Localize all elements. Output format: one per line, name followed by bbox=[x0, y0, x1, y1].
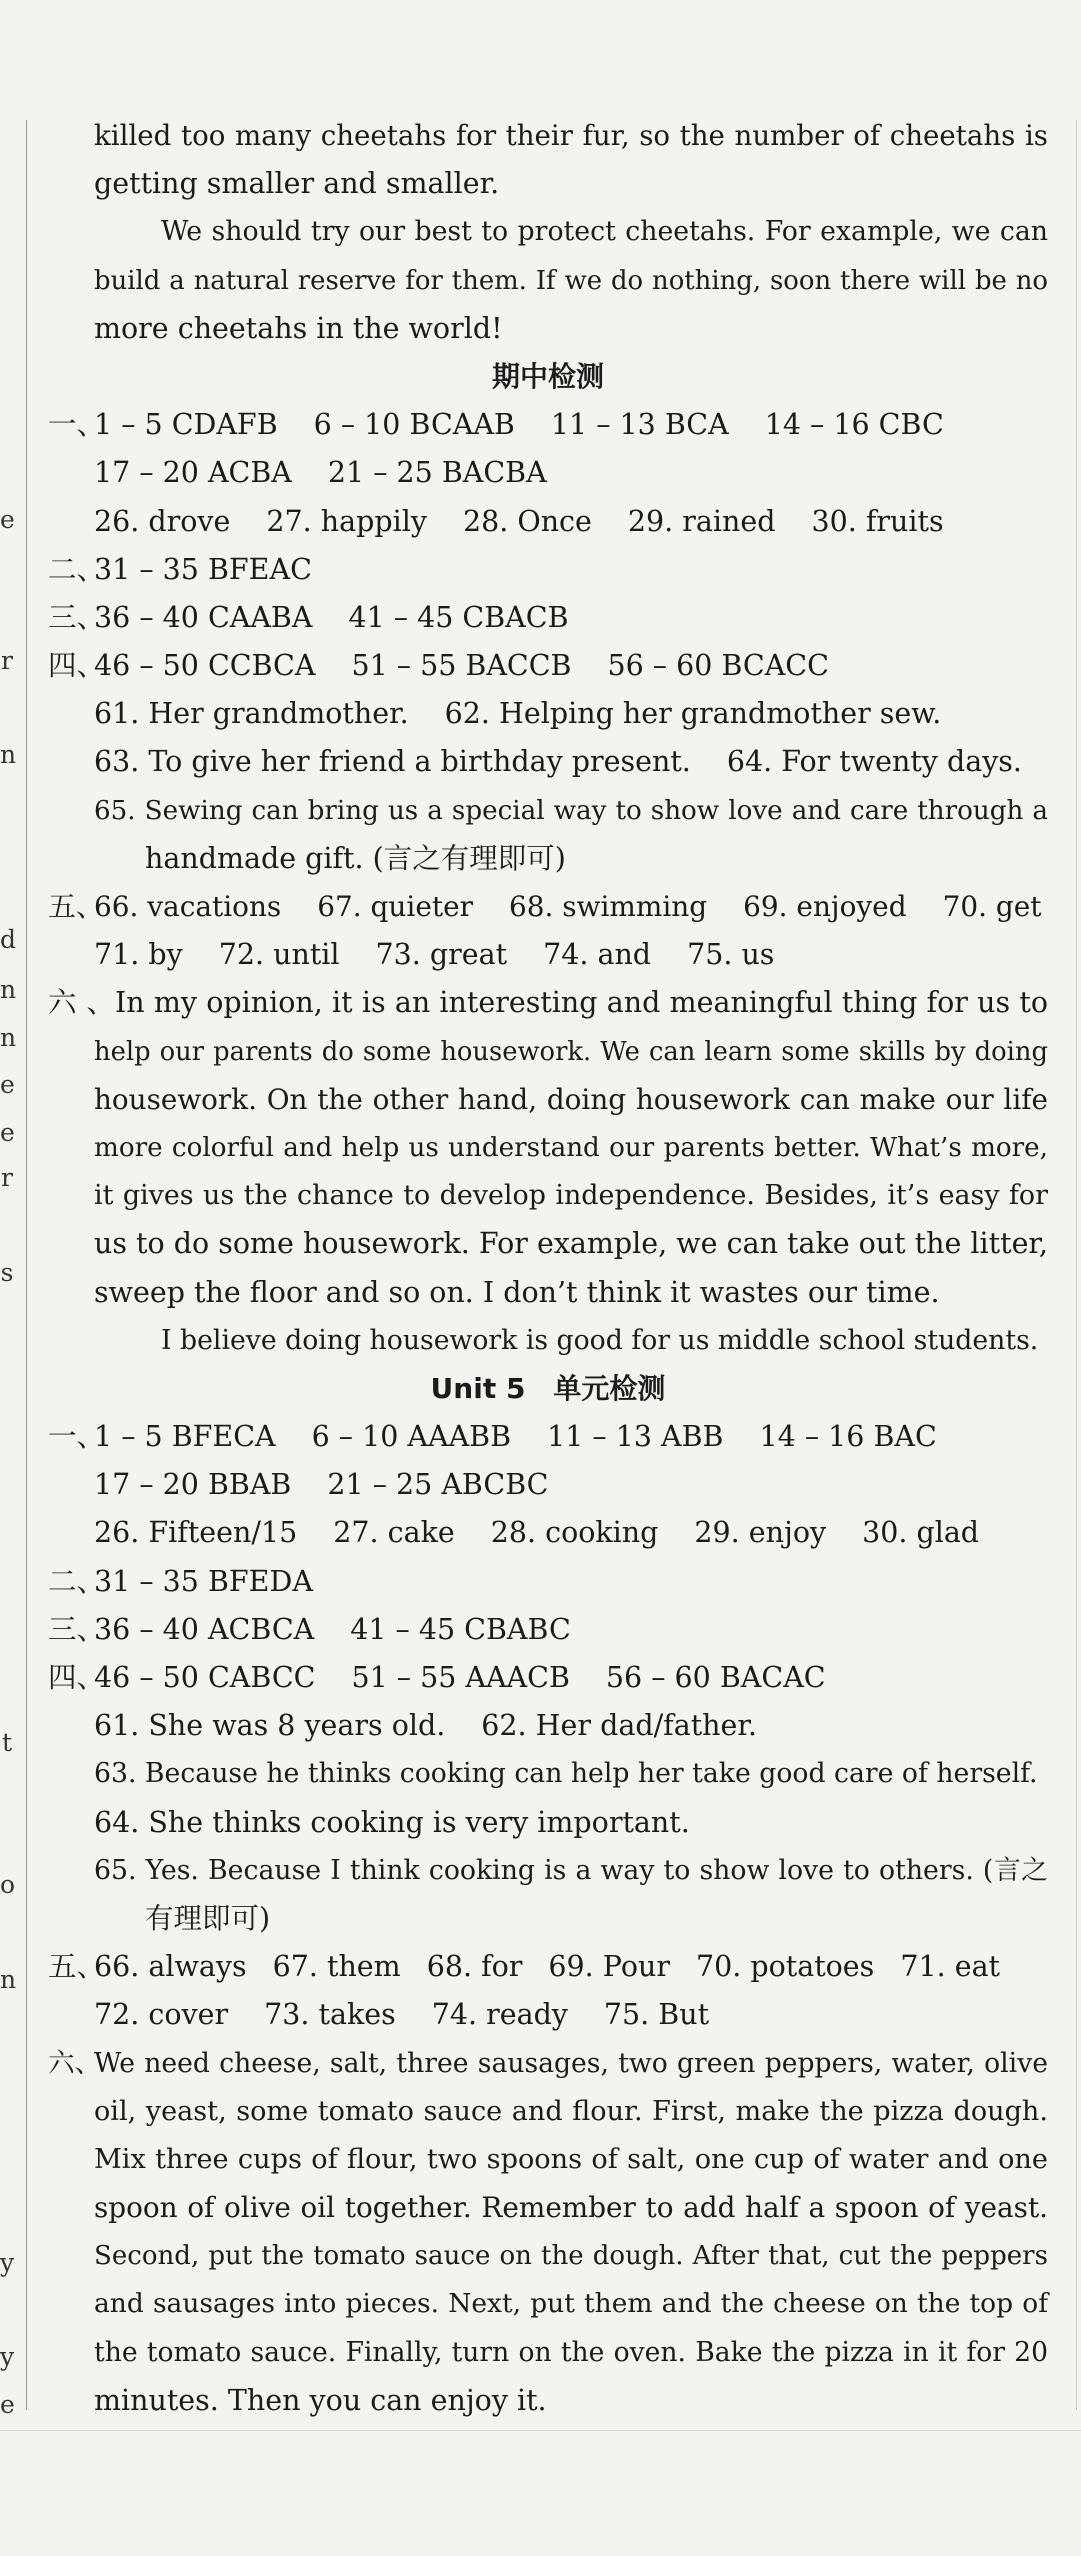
essay-line: Mix three cups of flour, two spoons of salt, one cup of water and one bbox=[94, 2143, 1048, 2175]
section-label: 一、 bbox=[48, 1420, 106, 1454]
section-label: 四、 bbox=[48, 1661, 106, 1694]
answer-item: 68. swimming bbox=[508, 890, 708, 923]
answer-item: 72. until bbox=[218, 938, 340, 972]
margin-letter: e bbox=[0, 1118, 15, 1147]
essay-line: sweep the floor and so on. I don’t think it wastes our time. bbox=[94, 1275, 940, 1309]
answer-group: 46 – 50 CCBCA bbox=[94, 649, 316, 683]
section-heading-unit5: Unit 5 单元检测 bbox=[430, 1371, 666, 1405]
essay-line: We should try our best to protect cheetahs. For example, we can bbox=[161, 216, 1048, 248]
essay-line: help our parents do some housework. We can learn some skills by doing bbox=[94, 1036, 1048, 1067]
margin-letter: s bbox=[0, 1258, 14, 1287]
answer-group: 46 – 50 CABCC bbox=[94, 1661, 316, 1694]
answer-item: 73. great bbox=[375, 938, 508, 972]
page-edge bbox=[1076, 120, 1077, 2410]
essay-line: us to do some housework. For example, we can take out the litter, bbox=[94, 1227, 1048, 1261]
section-label: 一、 bbox=[48, 408, 106, 442]
section-label: 四、 bbox=[48, 649, 106, 683]
essay-text: We need cheese, salt, three sausages, two green peppers, water, olive bbox=[94, 2047, 1048, 2079]
answer-item: 74. ready bbox=[431, 1998, 568, 2032]
essay-line bbox=[48, 2040, 1048, 2088]
answer-row bbox=[48, 1606, 1048, 1654]
margin-letter: y bbox=[0, 2248, 15, 2277]
margin-letter: d bbox=[0, 925, 17, 954]
answer-item: 62. Helping her grandmother sew. bbox=[444, 697, 942, 731]
answer-row bbox=[48, 1702, 1048, 1750]
answer-item: handmade gift. (言之有理即可) bbox=[145, 841, 566, 875]
answer-row bbox=[48, 1943, 1048, 1991]
essay-line: the tomato sauce. Finally, turn on the oven. Bake the pizza in it for 20 bbox=[94, 2336, 1048, 2368]
answer-item: 73. takes bbox=[264, 1998, 396, 2032]
essay-line: more colorful and help us understand our parents better. What’s more, bbox=[94, 1132, 1048, 1163]
answer-group: 51 – 55 AAACB bbox=[351, 1661, 570, 1694]
answer-item: 64. For twenty days. bbox=[726, 745, 1022, 779]
answer-row bbox=[48, 546, 1048, 594]
answer-item: 64. She thinks cooking is very important. bbox=[94, 1805, 690, 1839]
answer-group: 31 – 35 BFEAC bbox=[94, 552, 312, 586]
answer-group: 17 – 20 BBAB bbox=[94, 1468, 292, 1502]
answer-group: 21 – 25 BACBA bbox=[327, 456, 547, 490]
answer-item: 30. fruits bbox=[811, 504, 944, 538]
answer-item: 69. Pour bbox=[548, 1950, 670, 1984]
answer-item: 28. cooking bbox=[490, 1516, 659, 1550]
answer-row bbox=[48, 738, 1048, 786]
essay-line: it gives us the chance to develop independence. Besides, it’s easy for bbox=[94, 1180, 1048, 1212]
answer-group: 14 – 16 CBC bbox=[764, 408, 944, 442]
answer-group: 14 – 16 BAC bbox=[759, 1420, 937, 1454]
section-label: 五、 bbox=[48, 1950, 106, 1984]
essay-line: I believe doing housework is good for us middle school students. bbox=[161, 1324, 1039, 1356]
binding-line bbox=[26, 120, 27, 2410]
answer-row bbox=[48, 449, 1048, 497]
answer-group: 1 – 5 BFECA bbox=[94, 1420, 276, 1454]
answer-group: 6 – 10 BCAAB bbox=[313, 408, 515, 442]
answer-row bbox=[48, 1509, 1048, 1557]
essay-line: Second, put the tomato sauce on the dough. After that, cut the peppers bbox=[94, 2241, 1048, 2272]
answer-row bbox=[48, 1558, 1048, 1606]
margin-letter: e bbox=[0, 505, 15, 534]
answer-row bbox=[48, 931, 1048, 979]
answer-row bbox=[48, 1461, 1048, 1509]
answer-item: 66. always bbox=[94, 1950, 247, 1984]
answer-item: 28. Once bbox=[462, 504, 592, 538]
answer-item: 71. eat bbox=[900, 1950, 1001, 1984]
answer-content bbox=[48, 112, 1048, 2425]
answer-row bbox=[48, 642, 1048, 690]
answer-item: 70. get bbox=[942, 890, 1042, 923]
essay-line: spoon of olive oil together. Remember to add half a spoon of yeast. bbox=[94, 2191, 1048, 2225]
section-label: 三、 bbox=[48, 600, 106, 634]
answer-group: 17 – 20 ACBA bbox=[94, 456, 292, 490]
section-label: 六、 bbox=[48, 986, 115, 1020]
answer-item: 65. Yes. Because I think cooking is a way to show love to others. (言之 bbox=[94, 1854, 1048, 1886]
essay-line: build a natural reserve for them. If we do nothing, soon there will be no bbox=[94, 265, 1048, 296]
answer-item: 26. drove bbox=[94, 504, 231, 538]
essay-line: minutes. Then you can enjoy it. bbox=[94, 2383, 547, 2417]
section-label: 五、 bbox=[48, 890, 104, 923]
margin-letter: e bbox=[0, 1070, 15, 1099]
answer-item: 75. us bbox=[687, 938, 775, 972]
answer-group: 41 – 45 CBABC bbox=[350, 1612, 571, 1646]
answer-group: 31 – 35 BFEDA bbox=[94, 1564, 313, 1598]
essay-line bbox=[48, 979, 1048, 1027]
essay-line: getting smaller and smaller. bbox=[94, 167, 500, 201]
answer-item: 29. rained bbox=[627, 504, 776, 538]
answer-row bbox=[48, 1991, 1048, 2039]
answer-group: 36 – 40 CAABA bbox=[94, 600, 313, 634]
section-heading-midterm: 期中检测 bbox=[491, 359, 604, 393]
answer-group: 11 – 13 BCA bbox=[550, 408, 729, 442]
answer-item: 72. cover bbox=[94, 1998, 229, 2032]
essay-text: In my opinion, it is an interesting and meaningful thing for us to bbox=[115, 986, 1048, 1020]
answer-row bbox=[48, 1654, 1048, 1702]
answer-item: 61. Her grandmother. bbox=[94, 697, 409, 731]
answer-group: 36 – 40 ACBCA bbox=[94, 1612, 315, 1646]
margin-letter: t bbox=[1, 1728, 13, 1757]
answer-item: 70. potatoes bbox=[695, 1950, 875, 1984]
answer-row bbox=[48, 594, 1048, 642]
answer-item: 27. cake bbox=[333, 1516, 455, 1550]
answer-item: 62. Her dad/father. bbox=[481, 1709, 757, 1743]
answer-item: 69. enjoyed bbox=[743, 890, 907, 923]
answer-item: 65. Sewing can bring us a special way to show love and care through a bbox=[94, 795, 1048, 826]
answer-item: 68. for bbox=[426, 1950, 523, 1984]
answer-item: 29. enjoy bbox=[694, 1516, 827, 1550]
answer-item: 71. by bbox=[94, 938, 183, 972]
answer-group: 56 – 60 BACAC bbox=[605, 1661, 826, 1694]
essay-line: oil, yeast, some tomato sauce and flour. First, make the pizza dough. bbox=[94, 2095, 1048, 2127]
answer-item: 74. and bbox=[543, 938, 652, 972]
section-label: 二、 bbox=[48, 1564, 106, 1598]
answer-group: 51 – 55 BACCB bbox=[351, 649, 572, 683]
answer-group: 56 – 60 BCACC bbox=[607, 649, 829, 683]
answer-item: 67. them bbox=[272, 1950, 401, 1984]
answer-row bbox=[48, 883, 1048, 931]
answer-item: 26. Fifteen/15 bbox=[94, 1516, 298, 1550]
essay-line: killed too many cheetahs for their fur, so the number of cheetahs is bbox=[94, 119, 1048, 152]
answer-group: 21 – 25 ABCBC bbox=[327, 1468, 549, 1502]
answer-item: 61. She was 8 years old. bbox=[94, 1709, 446, 1743]
answer-item: 63. To give her friend a birthday present. bbox=[94, 745, 691, 779]
answer-group: 41 – 45 CBACB bbox=[348, 600, 569, 634]
margin-letter: o bbox=[0, 1870, 16, 1899]
answer-item: 27. happily bbox=[266, 504, 427, 538]
page-bottom-divider bbox=[0, 2430, 1081, 2431]
answer-item: 66. vacations bbox=[94, 890, 282, 923]
margin-letter: n bbox=[0, 1023, 17, 1052]
essay-line: and sausages into pieces. Next, put them and the cheese on the top of bbox=[94, 2288, 1048, 2320]
margin-letter: n bbox=[0, 1965, 17, 1994]
section-label: 三、 bbox=[48, 1612, 106, 1646]
section-label: 六、 bbox=[48, 2047, 102, 2079]
answer-item: 30. glad bbox=[862, 1516, 980, 1550]
answer-item: 67. quieter bbox=[317, 890, 473, 923]
essay-line: more cheetahs in the world! bbox=[94, 311, 503, 345]
answer-group: 11 – 13 ABB bbox=[547, 1420, 724, 1454]
answer-row bbox=[48, 690, 1048, 738]
essay-line: housework. On the other hand, doing housework can make our life bbox=[94, 1082, 1048, 1116]
answer-item: 63. Because he thinks cooking can help her take good care of herself. bbox=[94, 1758, 1038, 1790]
answer-group: 6 – 10 AAABB bbox=[311, 1420, 512, 1454]
answer-row bbox=[48, 401, 1048, 449]
margin-letter: r bbox=[1, 646, 13, 675]
margin-letter: n bbox=[0, 740, 17, 769]
section-label: 二、 bbox=[48, 552, 106, 586]
margin-letter: n bbox=[0, 975, 17, 1004]
answer-item: 75. But bbox=[603, 1998, 710, 2032]
margin-letter: e bbox=[0, 2390, 15, 2419]
answer-row bbox=[48, 498, 1048, 546]
margin-letter: r bbox=[1, 1163, 13, 1192]
margin-letter: y bbox=[0, 2342, 15, 2371]
answer-group: 1 – 5 CDAFB bbox=[94, 408, 278, 442]
answer-item: 有理即可) bbox=[145, 1901, 271, 1935]
answer-row bbox=[48, 1413, 1048, 1461]
